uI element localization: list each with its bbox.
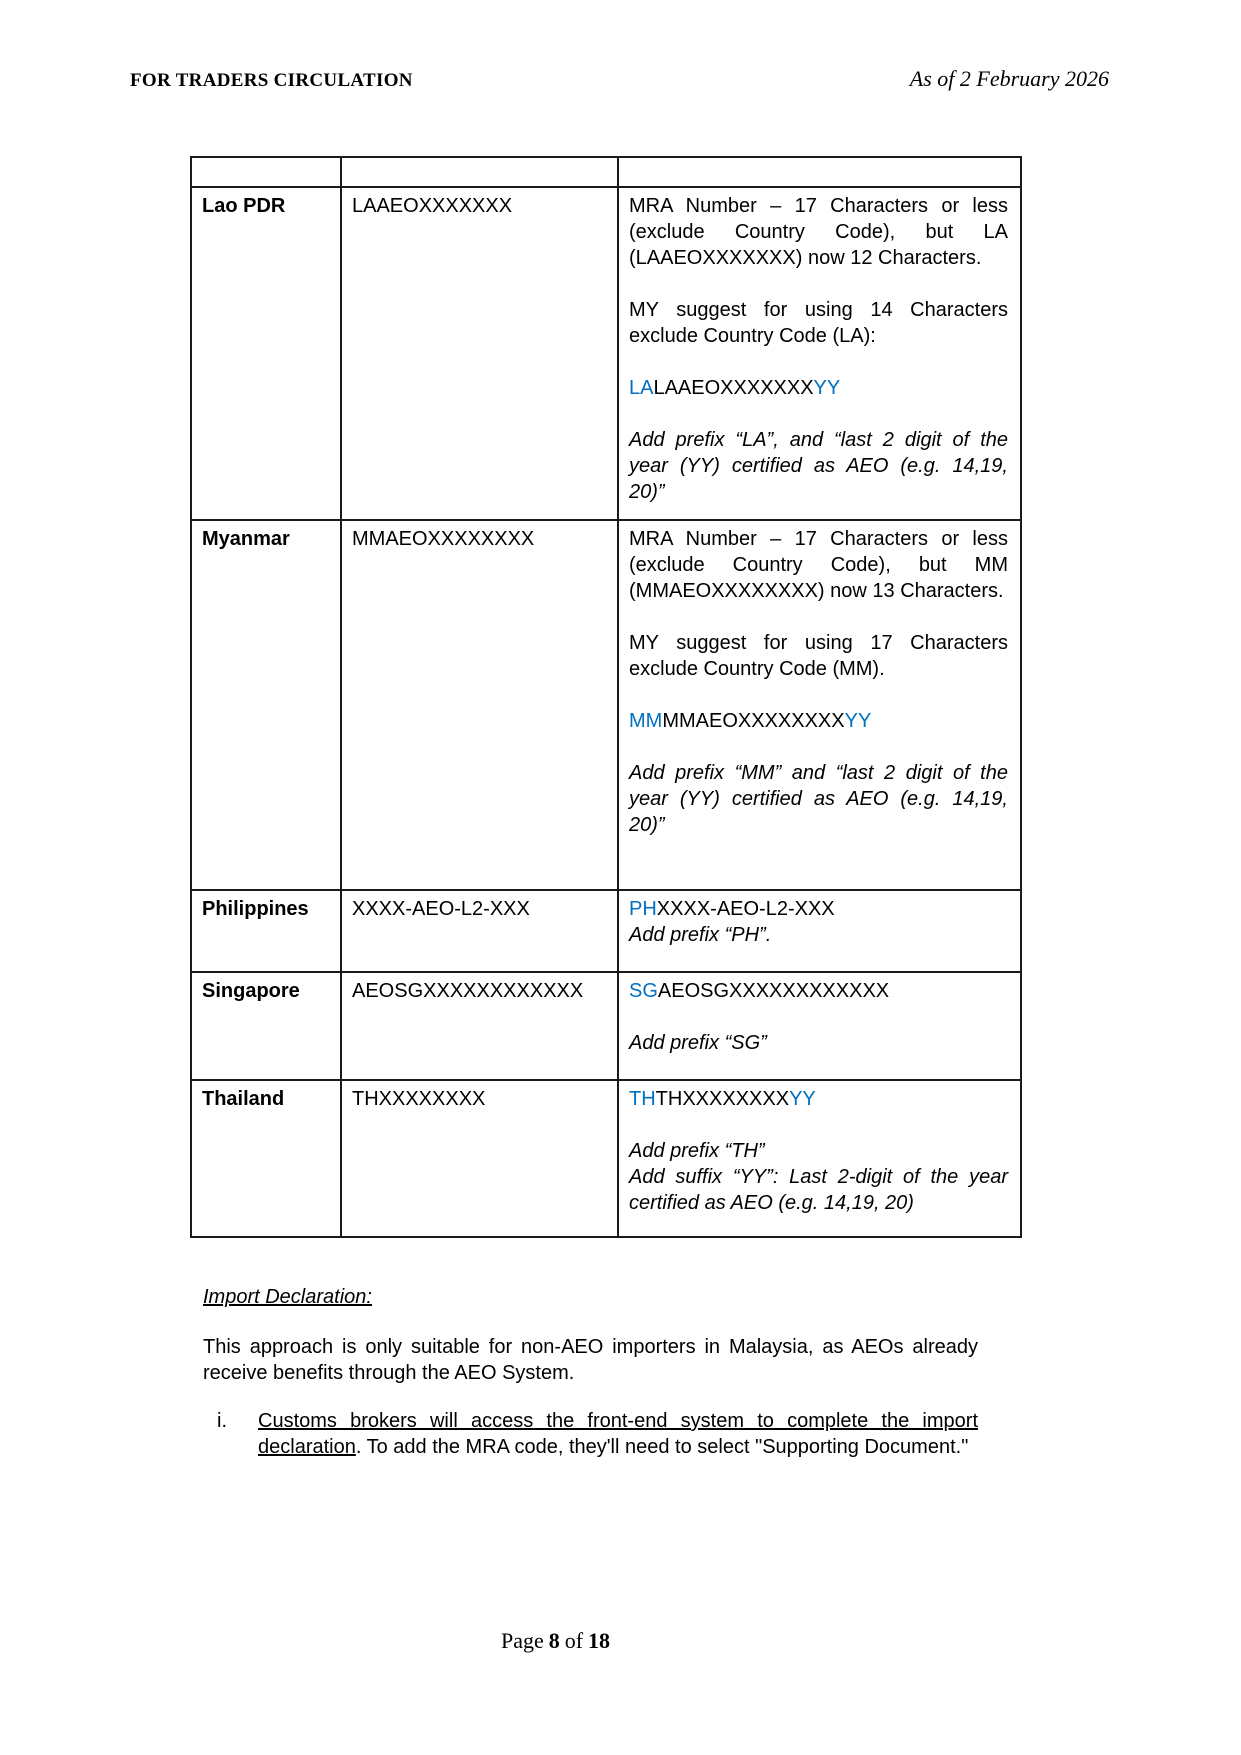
empty-cell: [191, 157, 341, 187]
page-header: [0, 0, 1241, 92]
desc-cell: [618, 520, 1021, 890]
of-label: of: [564, 1628, 584, 1653]
mra-code-line: [629, 708, 1008, 734]
desc-cell: [618, 1080, 1021, 1237]
mra-code-line: [629, 375, 1008, 401]
code-cell: THXXXXXXXX: [341, 1080, 618, 1237]
country-cell: Philippines: [191, 890, 341, 972]
desc-paragraph: MRA Number – 17 Characters or less (exclude Country Code), but MM (MMAEOXXXXXXXX) now 13 Characters.: [629, 528, 1008, 602]
country-prefix: PH: [629, 898, 657, 920]
list-marker: i.: [217, 1410, 227, 1432]
table-row-thailand: [191, 1080, 1021, 1237]
list-item-rest: . To add the MRA code, they'll need to select "Supporting Document.": [355, 1436, 969, 1458]
mra-code-line: [629, 1086, 1008, 1112]
country-prefix: SG: [629, 980, 658, 1002]
empty-cell: [341, 157, 618, 187]
table-row-philippines: [191, 890, 1021, 972]
desc-cell: [618, 972, 1021, 1080]
country-cell: Thailand: [191, 1080, 341, 1237]
page-label: Page: [500, 1628, 544, 1653]
country-prefix: TH: [629, 1088, 656, 1110]
country-cell: Lao PDR: [191, 187, 341, 520]
code-body: AEOSGXXXXXXXXXXXX: [657, 980, 890, 1002]
code-cell: MMAEOXXXXXXXX: [341, 520, 618, 890]
table-row-lao-pdr: [191, 187, 1021, 520]
mra-format-table: [190, 156, 1022, 1238]
desc-cell: [618, 890, 1021, 972]
country-cell: Myanmar: [191, 520, 341, 890]
mra-code-line: [629, 978, 1008, 1004]
desc-paragraph: MY suggest for using 14 Characters exclude Country Code (LA):: [629, 299, 1008, 347]
empty-cell: [618, 157, 1021, 187]
table-header-row: [191, 157, 1021, 187]
intro-paragraph: This approach is only suitable for non-AEO importers in Malaysia, as AEOs already receive benefits through the AEO System.: [203, 1336, 978, 1384]
list-item-text: [258, 1408, 978, 1460]
list-item-i: [203, 1408, 978, 1460]
total-pages: 18: [588, 1628, 611, 1653]
year-suffix: YY: [789, 1088, 816, 1110]
circulation-label: FOR TRADERS CIRCULATION: [130, 70, 413, 91]
country-prefix: MM: [629, 710, 663, 732]
page-number: 8: [548, 1628, 560, 1653]
desc-paragraph: MY suggest for using 17 Characters exclude Country Code (MM).: [629, 632, 1008, 680]
note-text: Add prefix “LA”, and “last 2 digit of the year (YY) certified as AEO (e.g. 14,19, 20)”: [629, 429, 1008, 503]
desc-cell: [618, 187, 1021, 520]
table-row-myanmar: [191, 520, 1021, 890]
import-declaration-section: [203, 1284, 978, 1460]
code-body: MMAEOXXXXXXXX: [662, 710, 845, 732]
note-text: Add prefix “MM” and “last 2 digit of the year (YY) certified as AEO (e.g. 14,19, 20)”: [629, 762, 1008, 836]
year-suffix: YY: [844, 710, 872, 732]
note-text: Add suffix “YY”: Last 2-digit of the year certified as AEO (e.g. 14,19, 20): [629, 1166, 1008, 1214]
code-cell: LAAEOXXXXXXX: [341, 187, 618, 520]
code-cell: XXXX-AEO-L2-XXX: [341, 890, 618, 972]
year-suffix: YY: [813, 377, 841, 399]
underlined-phrase: Customs brokers will access the front-end system to complete the import declaration: [258, 1410, 978, 1458]
table-row-singapore: [191, 972, 1021, 1080]
country-prefix: LA: [629, 377, 654, 399]
country-cell: Singapore: [191, 972, 341, 1080]
page-footer: [0, 1628, 1111, 1654]
section-heading: Import Declaration:: [203, 1286, 372, 1308]
desc-paragraph: MRA Number – 17 Characters or less (exclude Country Code), but LA (LAAEOXXXXXXX) now 12 Characters.: [629, 195, 1008, 269]
note-text: Add prefix “SG”: [629, 1032, 767, 1054]
code-body: LAAEOXXXXXXX: [653, 377, 814, 399]
as-of-date: As of 2 February 2026: [909, 66, 1109, 91]
code-body: XXXX-AEO-L2-XXX: [656, 898, 835, 920]
note-text: Add prefix “PH”.: [629, 924, 772, 946]
mra-code-line: [629, 896, 1008, 922]
code-cell: AEOSGXXXXXXXXXXXX: [341, 972, 618, 1080]
code-body: THXXXXXXXX: [655, 1088, 790, 1110]
note-text: Add prefix “TH”: [629, 1140, 765, 1162]
